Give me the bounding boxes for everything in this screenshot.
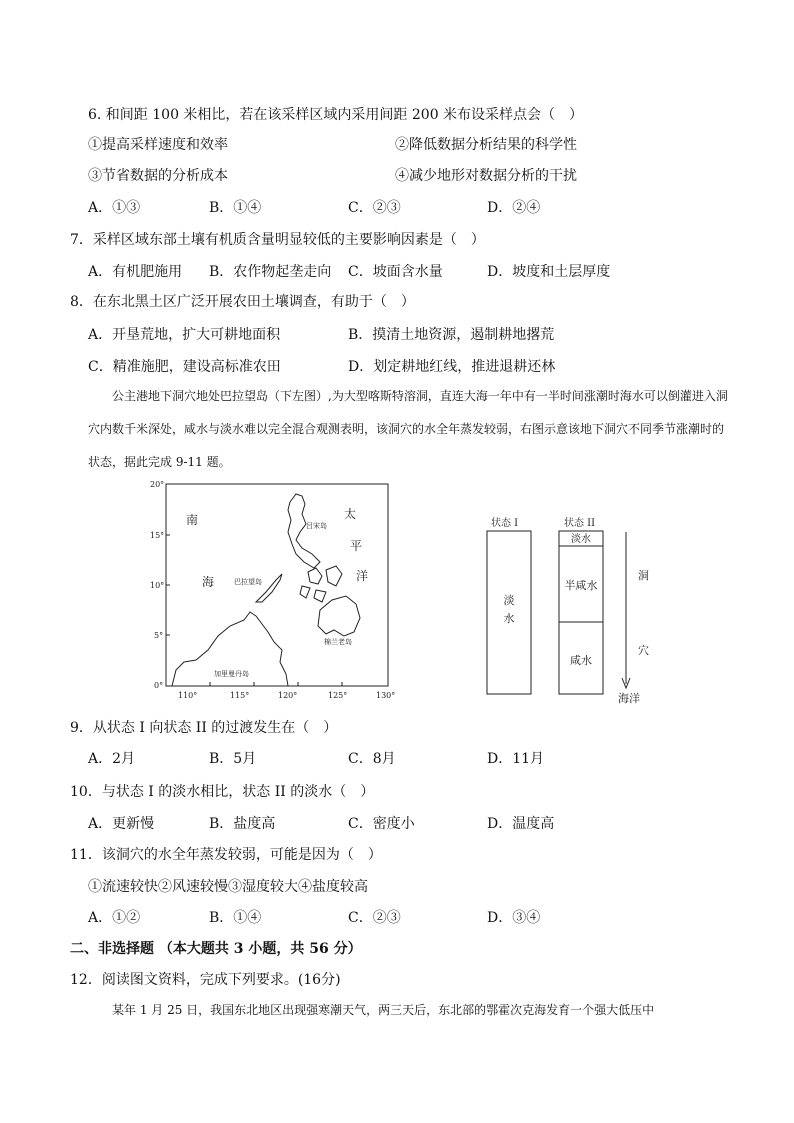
state-2-salt-label: 咸水 bbox=[570, 654, 592, 667]
passage-9-11: 公主港地下洞穴地处巴拉望岛（下左图）,为大型喀斯特溶洞，直连大海一年中有一半时间涨潮时海水可以倒灌进入洞穴内数千米深处，咸水与淡水难以完全混合观测表明，该洞穴的水全年蒸发较弱，右图示意该地下洞穴不同季节涨潮时的状态，据此完成 9-11 题。 bbox=[88, 389, 728, 469]
q9-option-b[interactable]: B．5月 bbox=[209, 751, 257, 767]
q8-option-b[interactable]: B．摸清土地资源，遏制耕地撂荒 bbox=[348, 327, 555, 343]
lon-tick-110: 110° bbox=[178, 691, 198, 700]
map-label-luzon: 吕宋岛 bbox=[306, 522, 327, 530]
lat-tick-20: 20° bbox=[150, 480, 165, 489]
q8-option-c[interactable]: C．精准施肥，建设高标准农田 bbox=[88, 359, 281, 375]
q9-option-c[interactable]: C．8月 bbox=[348, 751, 396, 767]
question-10-stem: 10．与状态 I 的淡水相比，状态 II 的淡水（ ） bbox=[70, 784, 375, 800]
state-1-title: 状态 I bbox=[491, 518, 519, 529]
question-11-stem: 11．该洞穴的水全年蒸发较弱，可能是因为（ ） bbox=[70, 847, 382, 863]
state-1-fresh-label-2: 水 bbox=[503, 612, 515, 625]
map-label-palawan: 巴拉望岛 bbox=[234, 578, 262, 586]
q7-option-a[interactable]: A．有机肥施用 bbox=[88, 264, 183, 280]
lon-tick-125: 125° bbox=[328, 691, 348, 700]
lon-tick-120: 120° bbox=[278, 691, 298, 700]
state-2-fresh-label: 淡水 bbox=[571, 534, 591, 545]
lat-tick-10: 10° bbox=[150, 581, 165, 590]
q7-option-c[interactable]: C．坡面含水量 bbox=[348, 264, 443, 280]
philippines-map bbox=[150, 474, 410, 706]
map-label-ping: 平 bbox=[350, 539, 363, 553]
map-label-mindanao: 棉兰老岛 bbox=[324, 638, 352, 646]
q10-option-a[interactable]: A．更新慢 bbox=[88, 816, 155, 832]
section-2-heading: 二、非选择题 （本大题共 3 小题，共 56 分） bbox=[70, 941, 362, 957]
question-9-stem: 9．从状态 I 向状态 II 的过渡发生在（ ） bbox=[70, 720, 338, 736]
q6-item-1: ①提高采样速度和效率 bbox=[88, 137, 228, 153]
q8-option-a[interactable]: A．开垦荒地，扩大可耕地面积 bbox=[88, 327, 281, 343]
state-2-brackish-label: 半咸水 bbox=[564, 579, 598, 592]
state-1-fresh-label-1: 淡 bbox=[503, 594, 515, 607]
state-2-column bbox=[559, 531, 603, 694]
cave-states-diagram bbox=[480, 508, 670, 714]
question-6-stem: 6. 和间距 100 米相比，若在该采样区域内采用间距 200 米布设采样点会（ ） bbox=[88, 107, 584, 123]
q11-option-b[interactable]: B．①④ bbox=[209, 910, 262, 926]
q7-option-d[interactable]: D．坡度和土层厚度 bbox=[487, 264, 611, 280]
q6-option-a[interactable]: A．①③ bbox=[88, 200, 141, 216]
question-7-stem: 7．采样区域东部土壤有机质含量明显较低的主要影响因素是（ ） bbox=[70, 232, 485, 248]
q6-option-c[interactable]: C．②③ bbox=[348, 200, 401, 216]
lat-tick-15: 15° bbox=[150, 531, 165, 540]
ocean-label: 海洋 bbox=[618, 692, 640, 705]
map-label-nan: 南 bbox=[186, 513, 199, 527]
cave-label-2: 穴 bbox=[638, 644, 649, 657]
q9-option-a[interactable]: A．2月 bbox=[88, 751, 136, 767]
question-12-passage: 某年 1 月 25 日，我国东北地区出现强寒潮天气，两三天后，东北部的鄂霍次克海发育一个强大低压中 bbox=[112, 1003, 655, 1017]
question-8-stem: 8．在东北黑土区广泛开展农田土壤调查，有助于（ ） bbox=[70, 294, 415, 310]
q8-option-d[interactable]: D．划定耕地红线，推进退耕还林 bbox=[348, 359, 556, 375]
q10-option-d[interactable]: D．温度高 bbox=[487, 816, 555, 832]
q6-option-d[interactable]: D．②④ bbox=[487, 200, 541, 216]
q10-option-b[interactable]: B．盐度高 bbox=[209, 816, 276, 832]
lon-tick-130: 130° bbox=[376, 691, 396, 700]
map-label-borneo: 加里曼丹岛 bbox=[214, 670, 249, 678]
state-2-title: 状态 II bbox=[564, 518, 596, 529]
cave-label-1: 洞 bbox=[638, 569, 649, 582]
lon-tick-115: 115° bbox=[230, 691, 250, 700]
q9-option-d[interactable]: D．11月 bbox=[487, 751, 545, 767]
q11-option-a[interactable]: A．①② bbox=[88, 910, 141, 926]
lat-tick-5: 5° bbox=[154, 631, 164, 640]
q10-option-c[interactable]: C．密度小 bbox=[348, 816, 415, 832]
map-label-hai: 海 bbox=[202, 575, 215, 589]
map-label-yang: 洋 bbox=[356, 569, 369, 583]
q11-option-d[interactable]: D．③④ bbox=[487, 910, 541, 926]
lat-tick-0: 0° bbox=[154, 681, 164, 690]
q6-item-2: ②降低数据分析结果的科学性 bbox=[395, 137, 577, 153]
map-label-tai: 太 bbox=[344, 507, 357, 521]
q7-option-b[interactable]: B．农作物起垄走向 bbox=[209, 264, 332, 280]
q11-items: ①流速较快②风速较慢③湿度较大④盐度较高 bbox=[88, 879, 368, 895]
q6-option-b[interactable]: B．①④ bbox=[209, 200, 262, 216]
q6-item-3: ③节省数据的分析成本 bbox=[88, 168, 228, 184]
question-12-stem: 12．阅读图文资料，完成下列要求。(16分) bbox=[70, 972, 341, 988]
q11-option-c[interactable]: C．②③ bbox=[348, 910, 401, 926]
q6-item-4: ④减少地形对数据分析的干扰 bbox=[395, 168, 577, 184]
